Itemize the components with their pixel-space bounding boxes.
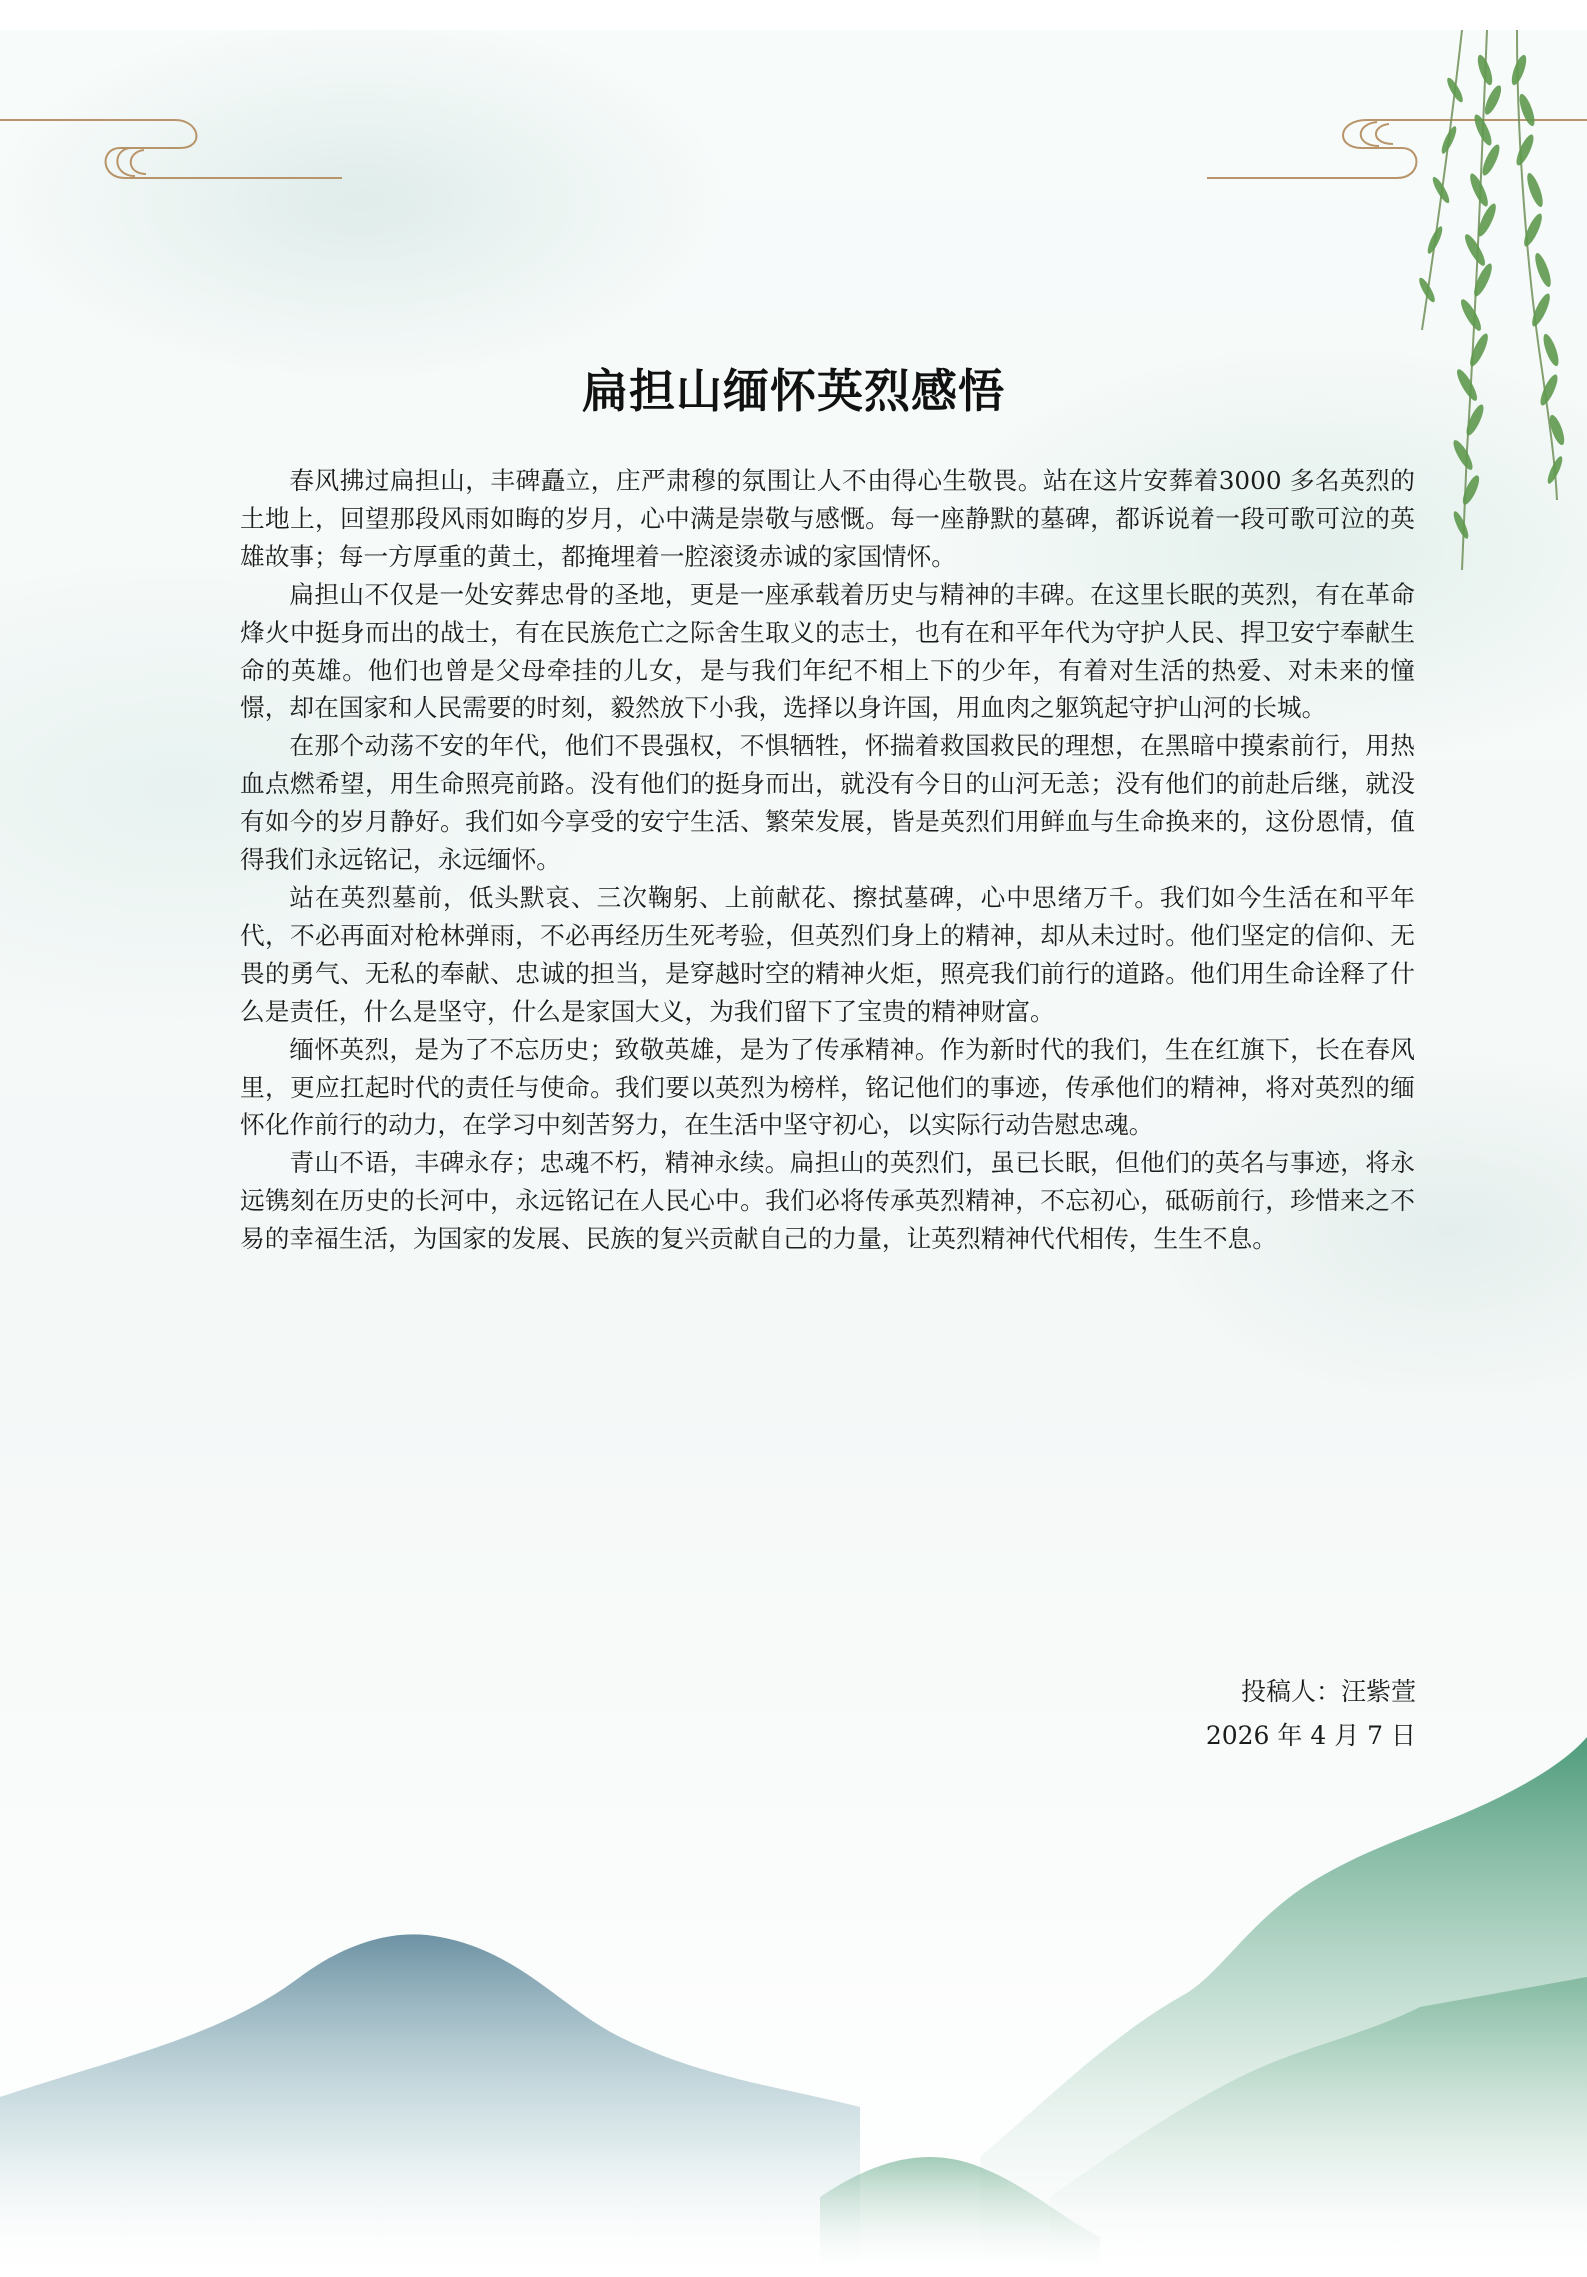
paragraph: 站在英烈墓前，低头默哀、三次鞠躬、上前献花、擦拭墓碑，心中思绪万千。我们如今生活在和平年代，不必再面对枪林弹雨，不必再经历生死考验，但英烈们身上的精神，却从未过时。他们坚定的信仰、无畏的勇气、无私的奉献、忠诚的担当，是穿越时空的精神火炬，照亮我们前行的道路。他们用生命诠释了什么是责任，什么是坚守，什么是家国大义，为我们留下了宝贵的精神财富。	[240, 882, 1415, 1026]
letter-page	[0, 30, 1587, 2277]
ink-mountains-illustration	[0, 1677, 1587, 2277]
paragraph: 在那个动荡不安的年代，他们不畏强权，不惧牺牲，怀揣着救国救民的理想，在黑暗中摸索前行，用热血点燃希望，用生命照亮前路。没有他们的挺身而出，就没有今日的山河无恙；没有他们的前赴后继，就没有如今的岁月静好。我们如今享受的安宁生活、繁荣发展，皆是英烈们用鲜血与生命换来的，这份恩情，值得我们永远铭记，永远缅怀。	[240, 731, 1415, 875]
paragraph: 缅怀英烈，是为了不忘历史；致敬英雄，是为了传承精神。作为新时代的我们，生在红旗下，长在春风里，更应扛起时代的责任与使命。我们要以英烈为榜样，铭记他们的事迹，传承他们的精神，将对英烈的缅怀化作前行的动力，在学习中刻苦努力，在生活中坚守初心，以实际行动告慰忠魂。	[240, 1034, 1415, 1140]
paragraph: 扁担山不仅是一处安葬忠骨的圣地，更是一座承载着历史与精神的丰碑。在这里长眠的英烈，有在革命烽火中挺身而出的战士，有在民族危亡之际舍生取义的志士，也有在和平年代为守护人民、捍卫安宁奉献生命的英雄。他们也曾是父母牵挂的儿女，是与我们年纪不相上下的少年，有着对生活的热爱、对未来的憧憬，却在国家和人民需要的时刻，毅然放下小我，选择以身许国，用血肉之躯筑起守护山河的长城。	[240, 579, 1415, 723]
date-line: 2026 年 4 月 7 日	[1205, 1721, 1416, 1750]
author-line: 投稿人：汪紫萱	[1240, 1677, 1416, 1706]
paragraph: 青山不语，丰碑永存；忠魂不朽，精神永续。扁担山的英烈们，虽已长眠，但他们的英名与事迹，将永远镌刻在历史的长河中，永远铭记在人民心中。我们必将传承英烈精神，不忘初心，砥砺前行，珍惜来之不易的幸福生活，为国家的发展、民族的复兴贡献自己的力量，让英烈精神代代相传，生生不息。	[240, 1148, 1415, 1254]
signature-block	[1206, 1670, 1416, 1758]
essay-body	[240, 462, 1415, 1258]
paragraph: 春风拂过扁担山，丰碑矗立，庄严肃穆的氛围让人不由得心生敬畏。站在这片安葬着3000 多名英烈的土地上，回望那段风雨如晦的岁月，心中满是崇敬与感慨。每一座静默的墓碑，都诉说着一段可歌可泣的英雄故事；每一方厚重的黄土，都掩埋着一腔滚烫赤诚的家国情怀。	[240, 466, 1415, 571]
page-title: 扁担山缅怀英烈感悟	[582, 364, 1005, 418]
cloud-ornament-left	[0, 90, 360, 180]
